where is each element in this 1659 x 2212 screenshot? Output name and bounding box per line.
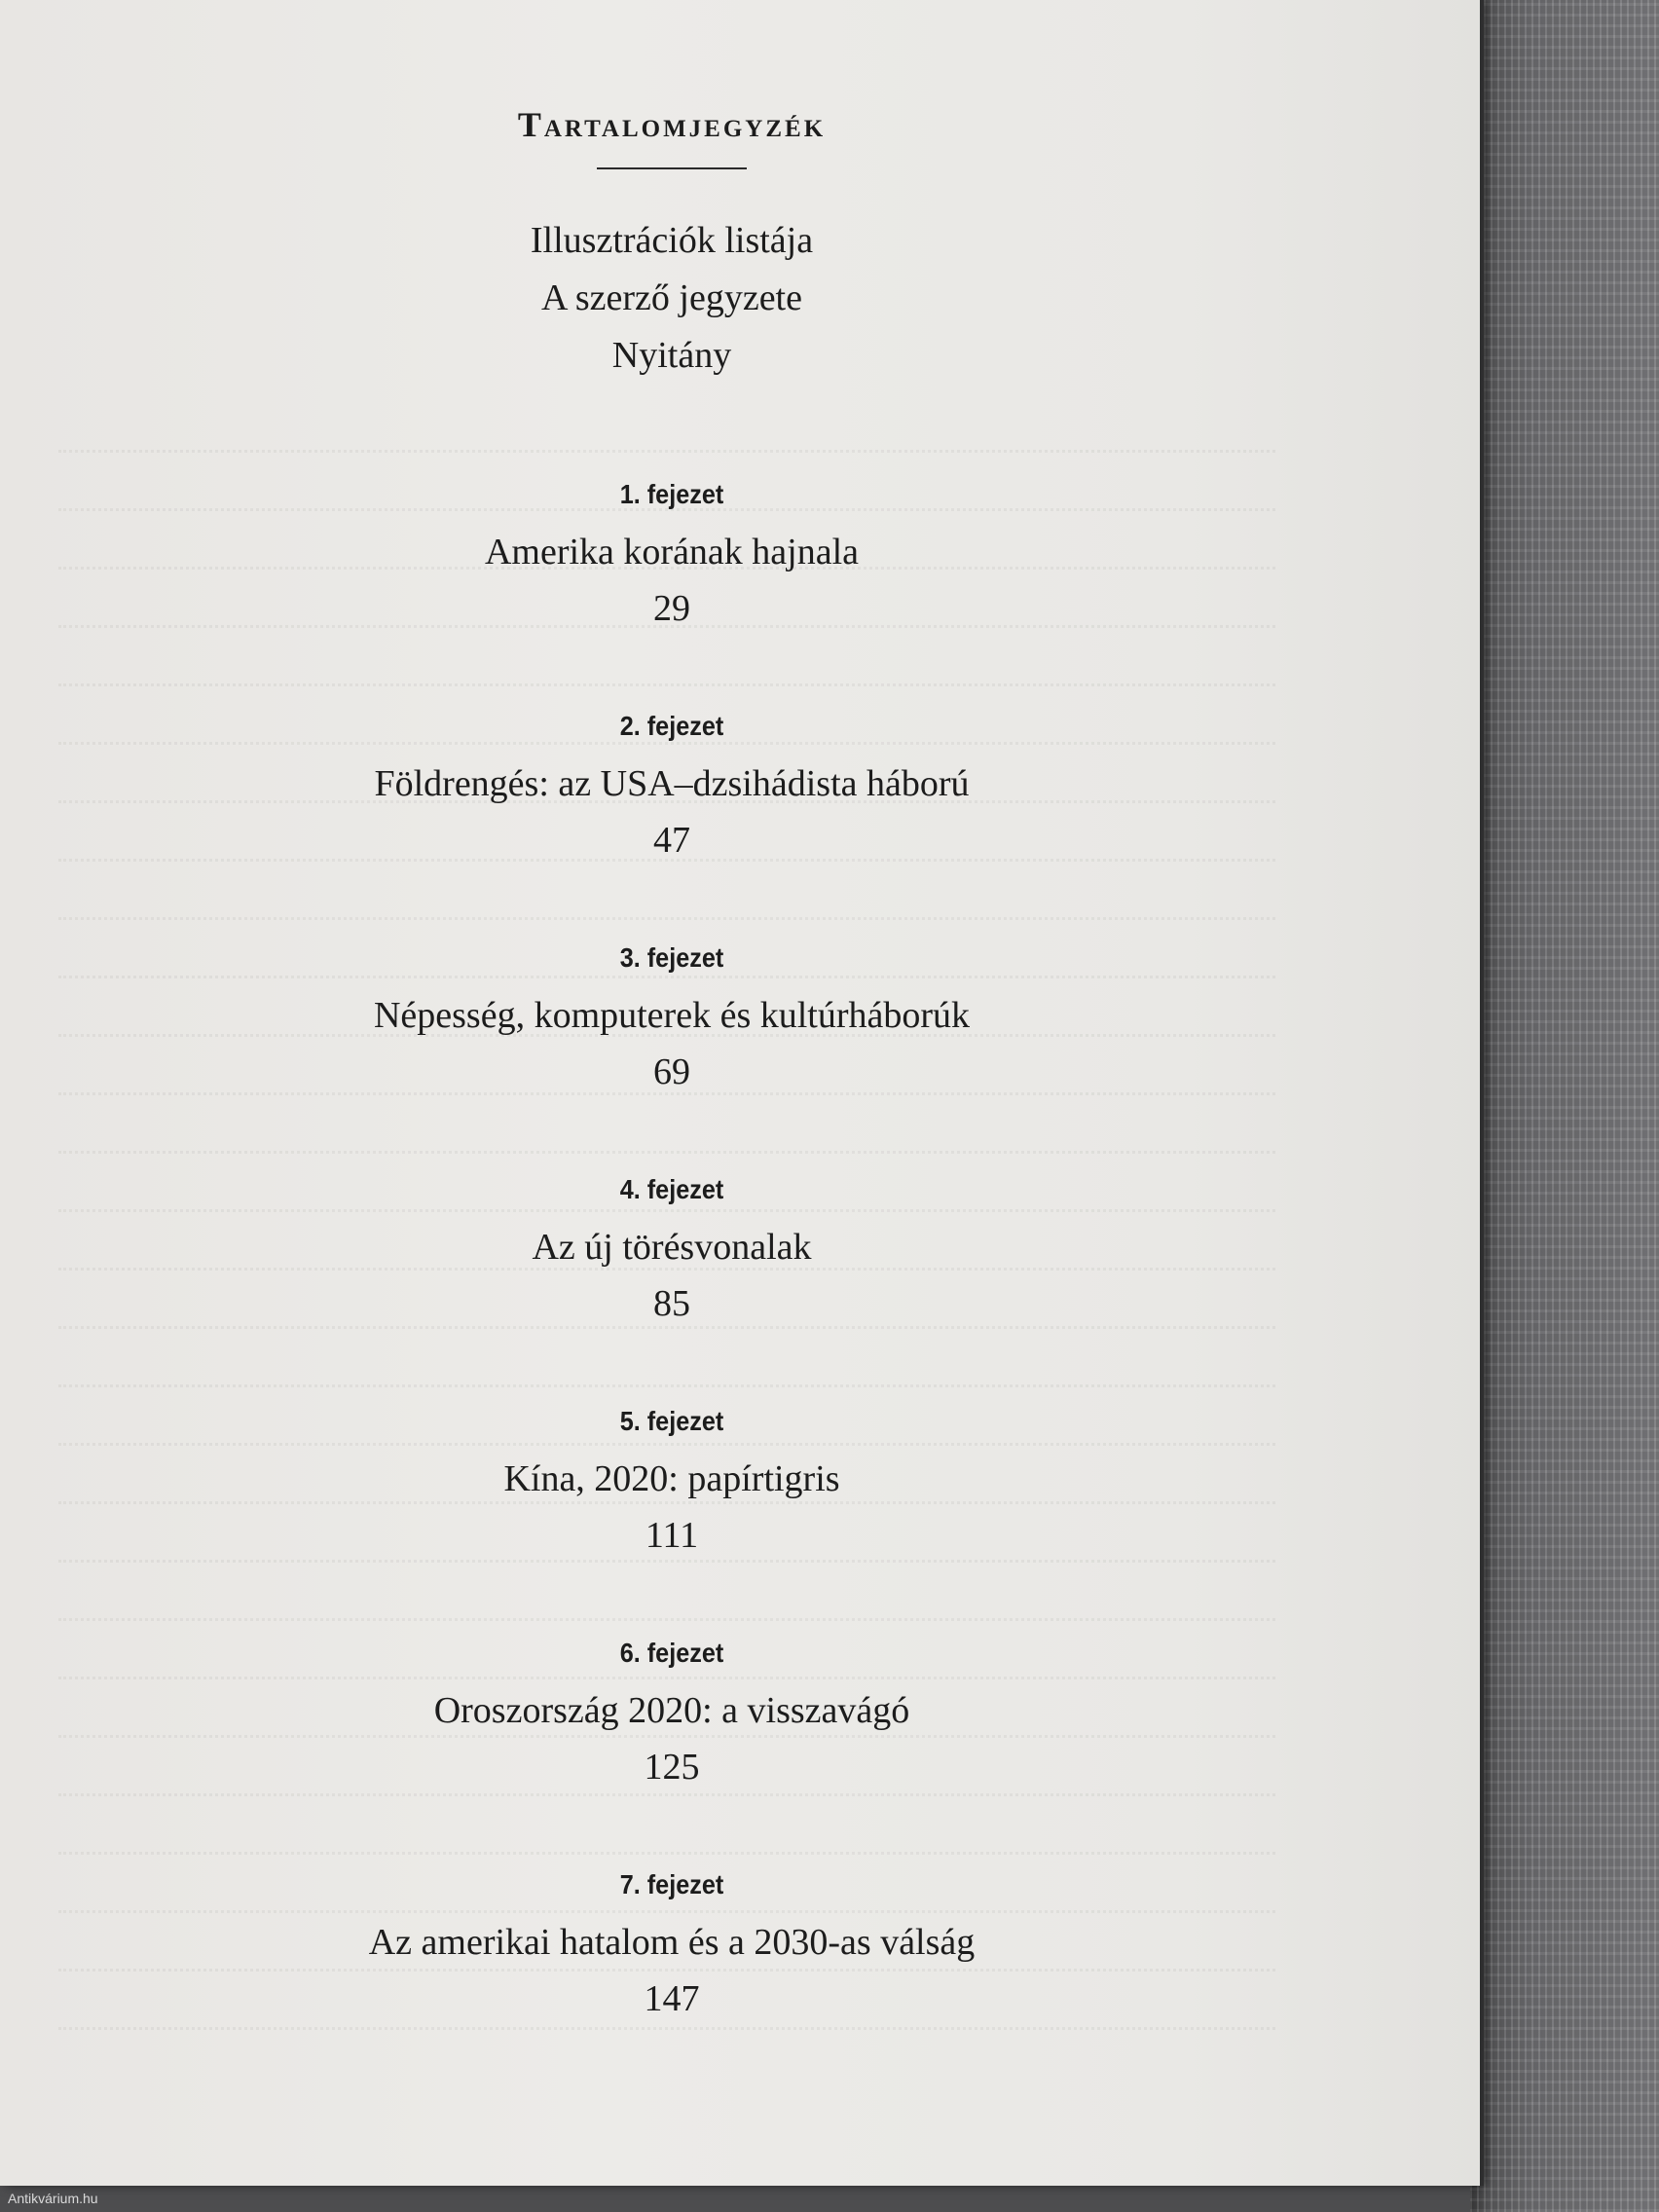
chapter-number: 6. fejezet bbox=[619, 1638, 724, 1668]
chapter-title: Amerika korának hajnala bbox=[484, 532, 860, 572]
chapter-title: Oroszország 2020: a visszavágó bbox=[433, 1690, 910, 1731]
page-edge bbox=[1480, 0, 1484, 2186]
chapter-title: Az új törésvonalak bbox=[532, 1227, 812, 1268]
front-matter-item: Illusztrációk listája bbox=[530, 220, 814, 261]
chapter-title: Földrengés: az USA–dzsihádista háború bbox=[374, 763, 970, 804]
chapter-number: 2. fejezet bbox=[619, 711, 724, 741]
front-matter-item: Nyitány bbox=[611, 335, 732, 376]
chapter-page-number: 47 bbox=[653, 820, 690, 861]
chapter-page-number: 147 bbox=[644, 1978, 700, 2019]
chapter-entry bbox=[0, 1637, 1344, 1868]
toc-heading: Tartalomjegyzék bbox=[517, 105, 827, 144]
chapter-number: 7. fejezet bbox=[619, 1869, 724, 1899]
chapter-entry bbox=[0, 1868, 1344, 2100]
chapter-number: 4. fejezet bbox=[619, 1174, 724, 1204]
chapter-entry bbox=[0, 1405, 1344, 1637]
chapter-page-number: 111 bbox=[645, 1515, 699, 1556]
chapter-number: 5. fejezet bbox=[619, 1406, 724, 1436]
chapter-title: Az amerikai hatalom és a 2030-as válság bbox=[368, 1922, 976, 1963]
chapter-page-number: 69 bbox=[653, 1051, 690, 1092]
chapter-title: Népesség, komputerek és kultúrháborúk bbox=[373, 995, 971, 1036]
background-surface bbox=[1470, 0, 1659, 2212]
chapter-page-number: 85 bbox=[653, 1283, 690, 1324]
chapter-number: 1. fejezet bbox=[619, 479, 724, 509]
chapter-page-number: 125 bbox=[644, 1747, 700, 1788]
chapter-number: 3. fejezet bbox=[619, 942, 724, 973]
chapter-entry bbox=[0, 1173, 1344, 1405]
chapter-entry bbox=[0, 941, 1344, 1173]
table-of-contents bbox=[0, 95, 1344, 2100]
heading-rule bbox=[597, 167, 747, 169]
watermark: Antikvárium.hu bbox=[8, 2191, 98, 2206]
front-matter-item: A szerző jegyzete bbox=[541, 277, 802, 318]
chapter-page-number: 29 bbox=[653, 588, 690, 629]
front-matter-list bbox=[0, 212, 1344, 385]
chapter-entry bbox=[0, 478, 1344, 710]
chapter-title: Kína, 2020: papírtigris bbox=[503, 1458, 840, 1499]
chapter-entry bbox=[0, 710, 1344, 941]
